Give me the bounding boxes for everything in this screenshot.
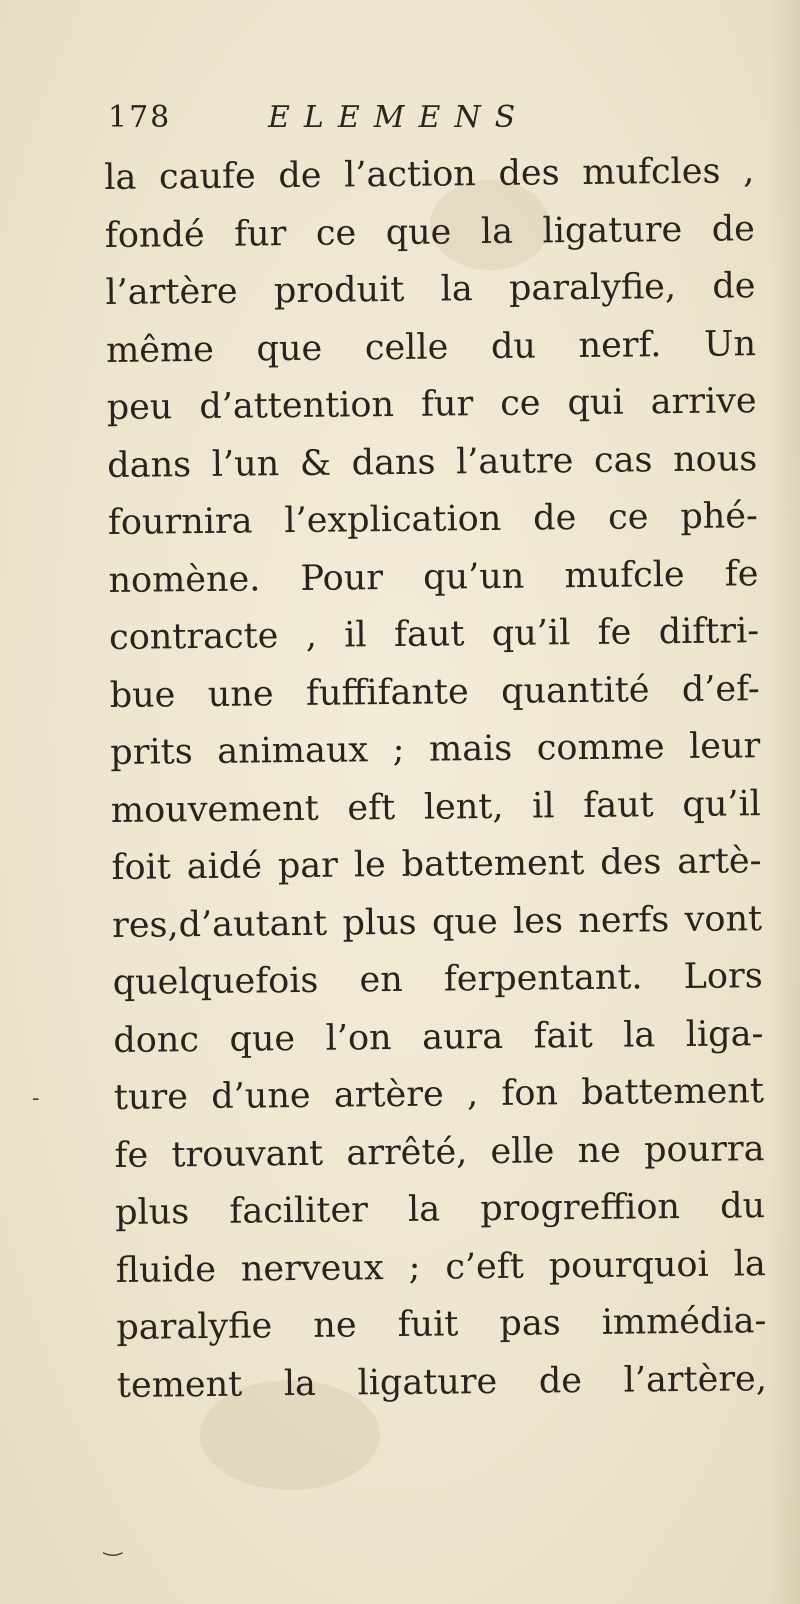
text-line: contracte , il faut qu’il fe diftri-	[108, 611, 760, 658]
running-head	[108, 100, 748, 144]
text-line: ture d’une artère , fon battement	[113, 1071, 765, 1118]
text-line: plus faciliter la progreffion du	[114, 1186, 766, 1233]
text-line: mouvement eft lent, il faut qu’il	[110, 783, 762, 831]
page-edge-shadow	[770, 0, 800, 1604]
text-line: peu d’attention fur ce qui arrive	[106, 381, 757, 428]
text-line: prits animaux ; mais comme leur	[110, 726, 761, 773]
text-line: res,d’autant plus que les nerfs vont	[111, 898, 763, 946]
text-line: paralyfie ne fuit pas immédia-	[116, 1301, 767, 1348]
text-line: tement la ligature de l’artère,	[116, 1358, 768, 1406]
margin-tick-mark: ‐	[32, 1086, 40, 1111]
text-line: fournira l’explication de ce phé-	[107, 496, 759, 543]
text-line: donc que l’on aura fait la liga-	[113, 1013, 764, 1061]
text-line: quelquefois en ferpentant. Lors	[112, 956, 763, 1003]
text-line: fluide nerveux ; c’eft pourquoi la	[115, 1243, 766, 1291]
text-line: foit aidé par le battement des artè-	[111, 841, 762, 888]
margin-tick-mark: ‿	[104, 1532, 122, 1557]
body-text	[104, 143, 767, 1415]
text-line: même que celle du nerf. Un	[105, 323, 757, 371]
running-title: ELEMENS	[268, 100, 530, 135]
page-number: 178	[108, 100, 172, 135]
text-line: dans l’un & dans l’autre cas nous	[107, 438, 758, 486]
text-line: la caufe de l’action des mufcles ,	[104, 151, 755, 198]
text-line: fe trouvant arrêté, elle ne pourra	[114, 1128, 765, 1176]
text-line: bue une fuffifante quantité d’ef-	[109, 668, 760, 716]
text-line: nomène. Pour qu’un mufcle fe	[108, 553, 759, 601]
text-line: fondé fur ce que la ligature de	[104, 208, 756, 256]
text-line: l’artère produit la paralyfie, de	[105, 266, 756, 313]
